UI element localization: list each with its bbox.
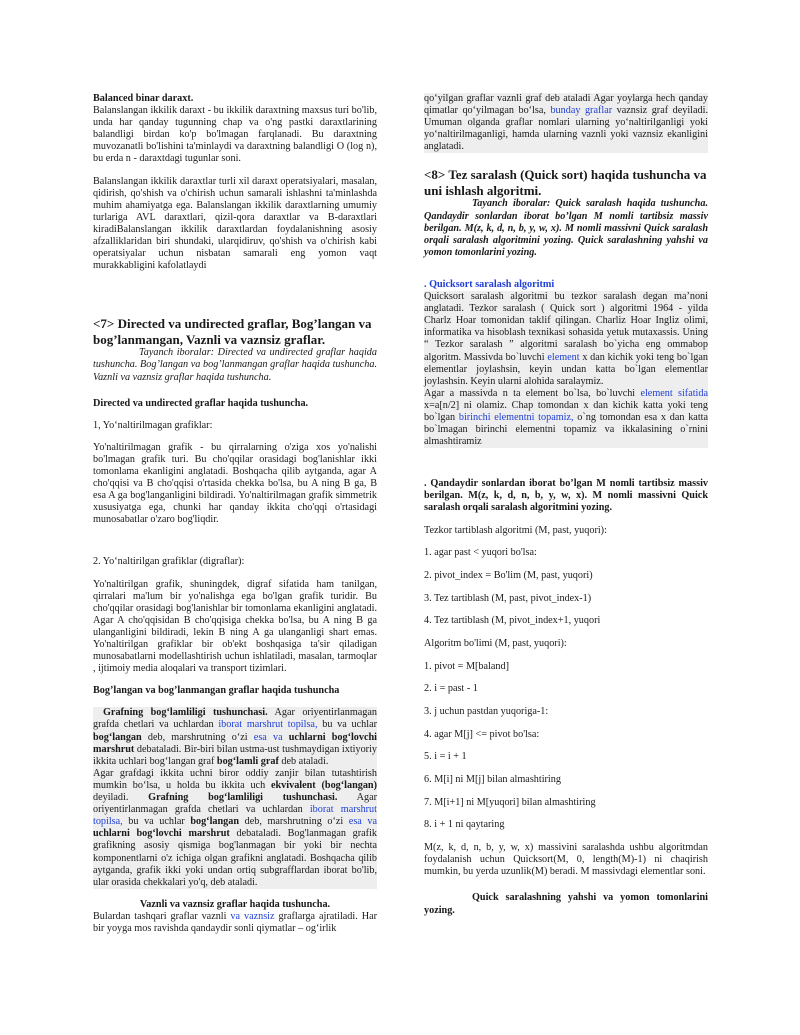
left-column xyxy=(93,93,377,935)
directed-paragraph: Yo'naltirilgan grafik, shuningdek, digraf sifatida ham tanilgan, qirralari ma'lum bir yo'nalishga ega bo'lgan grafik turidir. Bu cho'qqilar orasidagi bog'lanishlar bir tomonlama ekanligini anglatadi. Agar A cho'qqisidan B cho'qqisiga chekka bo'lsa, bu A ning B ga ulanganligini bildiradi, lekin B ning A ga ulanganligi shart emas. Yo'naltirilgan grafiklar bir ob'ekt boshqasiga ta'sir qiladigan munosabatlarni modellashtirish uchun ishlatiladi, masalan, tarmoqlar , ijtimoiy media aloqalari va transport tizimlari. xyxy=(93,578,377,675)
final-question: Quick saralashning yahshi va yomon tomonlarini yozing. xyxy=(424,892,708,916)
algorithm-line: 2. pivot_index = Bo'lim (M, past, yuqori) xyxy=(424,569,593,581)
connectivity-paragraph-2: Agar grafdagi ikkita uchni biror oddiy zanjir bilan tutashtirish mumkin bo‘lsa, u holda bu ikkita uch ekvivalent (bog‘langan) deyiladi. Grafning bog‘lamliligi tushunchasi. Agar oriyentirlanmagan grafda chetlari va uchlardan iborat marshrut topilsa, bu va uchlar bog‘langan deb, marshrutning o‘zi esa va uchlarni bog‘lovchi marshrut debataladi. Bog'lanmagan grafik grafikning asosiy qismiga bog'lanmagan bir yoki bir nechta komponentlarni o'z ichiga olgan grafikni anglatadi. Boshqacha qilib aytganda, grafik ikki yoki undan ortiq subgrafflardan iborat bo'lib, ular orasida chekkalari yo'q, deb ataladi. xyxy=(93,767,378,888)
algorithm-line: 7. M[i+1] ni M[yuqori] bilan almashtiring xyxy=(424,796,596,808)
closing-paragraph: M(z, k, d, n, b, y, w, x) massivini saralashda ushbu algoritmdan foydalanish uchun Quicksort(M, 0, length(M)-1) ni chaqirish mumkin, bu yerda uzunlik(M) beradi. M massivdagi elementlar soni. xyxy=(424,842,708,878)
item-directed: 2. Yo‘naltirilgan grafiklar (digraflar): xyxy=(93,556,245,568)
algorithm-line: 5. i = i + 1 xyxy=(424,751,467,763)
undirected-paragraph: Yo'naltirilmagan grafik - bu qirralarning o'ziga xos yo'nalishi bo'lmagan grafik turi. Bu cho'qqilar orasidagi bog'lanishlar ikki tomonlama ekanligini anglatadi. Boshqacha qilib aytganda, agar A cho'qqisi va B cho'qqisi o'rtasida chekka bo'lsa, bu A ning B ga, B esa A ga bog'langanligini bildiradi. Yo'naltirilmagan grafik simmetrik xususiyatga ega, chunki har qanday ikkita cho'qqi o'rtasidagi munosabatlar o'zaro bog'liqdir. xyxy=(93,441,377,526)
algorithm-line: 1. pivot = M[baland] xyxy=(424,660,509,672)
algorithm-line: 8. i + 1 ni qaytaring xyxy=(424,819,505,831)
algorithm-line: 4. agar M[j] <= pivot bo'lsa: xyxy=(424,728,540,740)
subheading-directed: Directed va undirected graflar haqida tushuncha. xyxy=(93,397,309,409)
algorithm-line: 3. j uchun pastdan yuqoriga-1: xyxy=(424,706,549,718)
weighted-paragraph: Bulardan tashqari graflar vaznli va vaznsiz graflarga ajratiladi. Har bir yoyga mos ravishda qandaydir sonli qiymatlar – og‘irlik xyxy=(93,910,377,934)
item-undirected: 1, Yo‘naltirilmagan grafiklar: xyxy=(93,419,213,431)
question-7-heading: <7> Directed va undirected graflar, Bog’langan va bog’lanmangan, Vaznli va vaznsiz graflar. xyxy=(93,316,372,347)
algorithm-line: 4. Tez tartiblash (M, pivot_index+1, yuqori xyxy=(424,615,601,627)
quicksort-paragraph: Quicksort saralash algoritmi bu tezkor saralash degan ma’noni anglatadi. Tezkor saralash ( Quick sort ) algoritmi 1964 - yilda Charlz Hoar tomonidan taklif qilingan. Charliz Hoar Ingliz olimi, informatika va hisoblash texnikasi sohasida yetuk mutaxassis. Uning “ Tezkor saralash ” algoritmi saralash bo`yicha eng ommabop algoritm. Massivda bo`luvchi element x dan kichik yoki teng bo`lgan elementlar joylashsin, keyin undan katta bo`lgan elementlar joylashsin. Keyin ularni alohida saralaymiz. Agar a massivda n ta element bo`lsa, bo`luvchi element sifatida x=a[n/2] ni olamiz. Chap tomondan x dan kichik katta yoki teng bo`lgan birinchi elementni topamiz, o`ng tomondan esa x dan katta bo`lmagan birinchi elementni topamiz va ikkalasining o`rnini almashtiramiz xyxy=(424,291,709,448)
right-column xyxy=(424,93,708,917)
quicksort-title: . Quicksort saralash algoritmi xyxy=(424,278,555,290)
question-8-heading: <8> Tez saralash (Quick sort) haqida tushuncha va uni ishlash algoritmi. xyxy=(424,167,707,198)
algorithm-line: 6. M[i] ni M[j] bilan almashtiring xyxy=(424,774,561,786)
connectivity-paragraph-1: Grafning bog‘lamliligi tushunchasi. Agar oriyentirlanmagan grafda chetlari va uchlardan iborat marshrut topilsa, bu va uchlar bog‘langan deb, marshrutning o‘zi esa va uchlarni bog‘lovchi marshrut debataladi. Bir-biri bilan ustma-ust tushmaydigan ixtiyoriy ikkita uchlari bog‘langan graf bog‘lamli graf deb ataladi. xyxy=(93,707,378,767)
task-statement: . Qandaydir sonlardan iborat bo’lgan M nomli tartibsiz massiv berilgan. M(z, k, d, n, b, y, w, x). M nomli massivni Quick saralash orqali saralash algoritmini yozing. xyxy=(424,478,708,514)
algorithm-line: 3. Tez tartiblash (M, past, pivot_index-1) xyxy=(424,592,592,604)
algorithm-line: 1. agar past < yuqori bo'lsa: xyxy=(424,547,537,559)
algorithm-line: Algoritm bo'limi (M, past, yuqori): xyxy=(424,637,567,649)
section-title-balanced: Balanced binar daraxt. xyxy=(93,93,194,104)
question-7-keywords: Tayanch iboralar: Directed va undirected graflar haqida tushuncha. Bog’langan va bog’lanmangan graflar haqida tushuncha. Vaznli va vaznsiz graflar haqida tushuncha. xyxy=(93,347,377,383)
algorithm-line: Tezkor tartiblash algoritmi (M, past, yuqori): xyxy=(424,524,607,536)
weighted-continuation: qo‘yilgan graflar vaznli graf deb ataladi Agar yoylarga hech qanday qimatlar qo‘yilmagan bo‘lsa, bunday graflar vaznsiz graf deyiladi. Umuman olganda graflar nomlari ularning yo‘naltirilganligi yoki yo‘naltirilmaganligi, hamda ularning vaznli yoki vaznsiz ekanligini anglatadi. xyxy=(424,93,709,153)
balanced-paragraph-2: Balanslangan ikkilik daraxtlar turli xil daraxt operatsiyalari, masalan, qidirish, qo'shish va o'chirish uchun samarali ishlashni ta'minlashda muhim ahamiyatga ega. Balanslangan ikkilik daraxtlarning umumiy turlariga AVL daraxtlari, qizil-qora daraxtlar va B-daraxtlari kiradiBalanslangan ikkilik daraxtlardan foydalanishning asosiy afzalliklaridan biri shundaki, ularqidiruv, qo'shish va o'chirish kabi operatsiyalar uchun nisbatan samarali eng yomon vaqt murakkabligini kafolatlaydi xyxy=(93,175,377,272)
algorithm-list xyxy=(424,525,708,832)
link-marshrut: iborat marshrut topilsa, xyxy=(218,719,318,731)
subheading-weighted: Vaznli va vaznsiz graflar haqida tushuncha. xyxy=(139,898,331,910)
balanced-paragraph-1: Balanslangan ikkilik daraxt - bu ikkilik daraxtning maxsus turi bo'lib, unda har qanday tugunning chap va o'ng pastki daraxtlarining balandligi birdan ko'p bo'lmagan farqlanadi. Bu daraxtning muvozanatli bo'lishini ta'minlaydi va daraxtning balandligi O (log n), bu erda n - daraxtdagi tugunlar soni. xyxy=(93,105,377,165)
question-8-keywords: Tayanch iboralar: Quick saralash haqida tushuncha. Qandaydir sonlardan iborat bo’lgan M nomli tartibsiz massiv berilgan. M(z, k, d, n, b, y, w, x). M nomli massivni Quick saralash orqali saralash algoritmini yozing. Quick saralashning yahshi va yomon tomonlarini yozing. xyxy=(424,198,708,258)
algorithm-line: 2. i = past - 1 xyxy=(424,683,478,695)
subheading-connected: Bog’langan va bog’lanmangan graflar haqida tushuncha xyxy=(93,685,340,697)
